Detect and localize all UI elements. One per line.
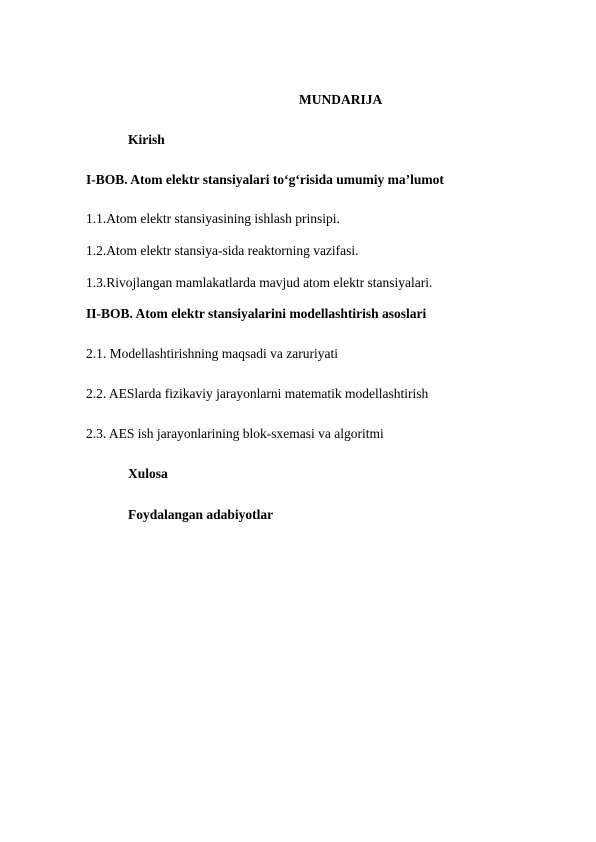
- toc-entry-intro: Kirish: [128, 132, 165, 147]
- toc-chapter-2-heading: II-BOB. Atom elektr stansiyalarini modellashtirish asoslari: [86, 306, 427, 321]
- toc-entry-references: Foydalangan adabiyotlar: [128, 507, 274, 522]
- toc-entry-conclusion: Xulosa: [128, 466, 168, 481]
- toc-section-2-1: 2.1. Modellashtirishning maqsadi va zaruriyati: [86, 346, 338, 361]
- toc-title: MUNDARIJA: [299, 92, 383, 107]
- toc-section-1-1: 1.1.Atom elektr stansiyasining ishlash prinsipi.: [86, 211, 340, 226]
- toc-section-2-3: 2.3. AES ish jarayonlarining blok-sxemasi va algoritmi: [86, 426, 384, 441]
- toc-chapter-1-heading: I-BOB. Atom elektr stansiyalari to‘g‘risida umumiy ma’lumot: [86, 172, 444, 187]
- toc-section-1-2: 1.2.Atom elektr stansiya-sida reaktorning vazifasi.: [86, 243, 359, 258]
- toc-section-1-3: 1.3.Rivojlangan mamlakatlarda mavjud atom elektr stansiyalari.: [86, 275, 433, 290]
- toc-section-2-2: 2.2. AESlarda fizikaviy jarayonlarni matematik modellashtirish: [86, 386, 429, 401]
